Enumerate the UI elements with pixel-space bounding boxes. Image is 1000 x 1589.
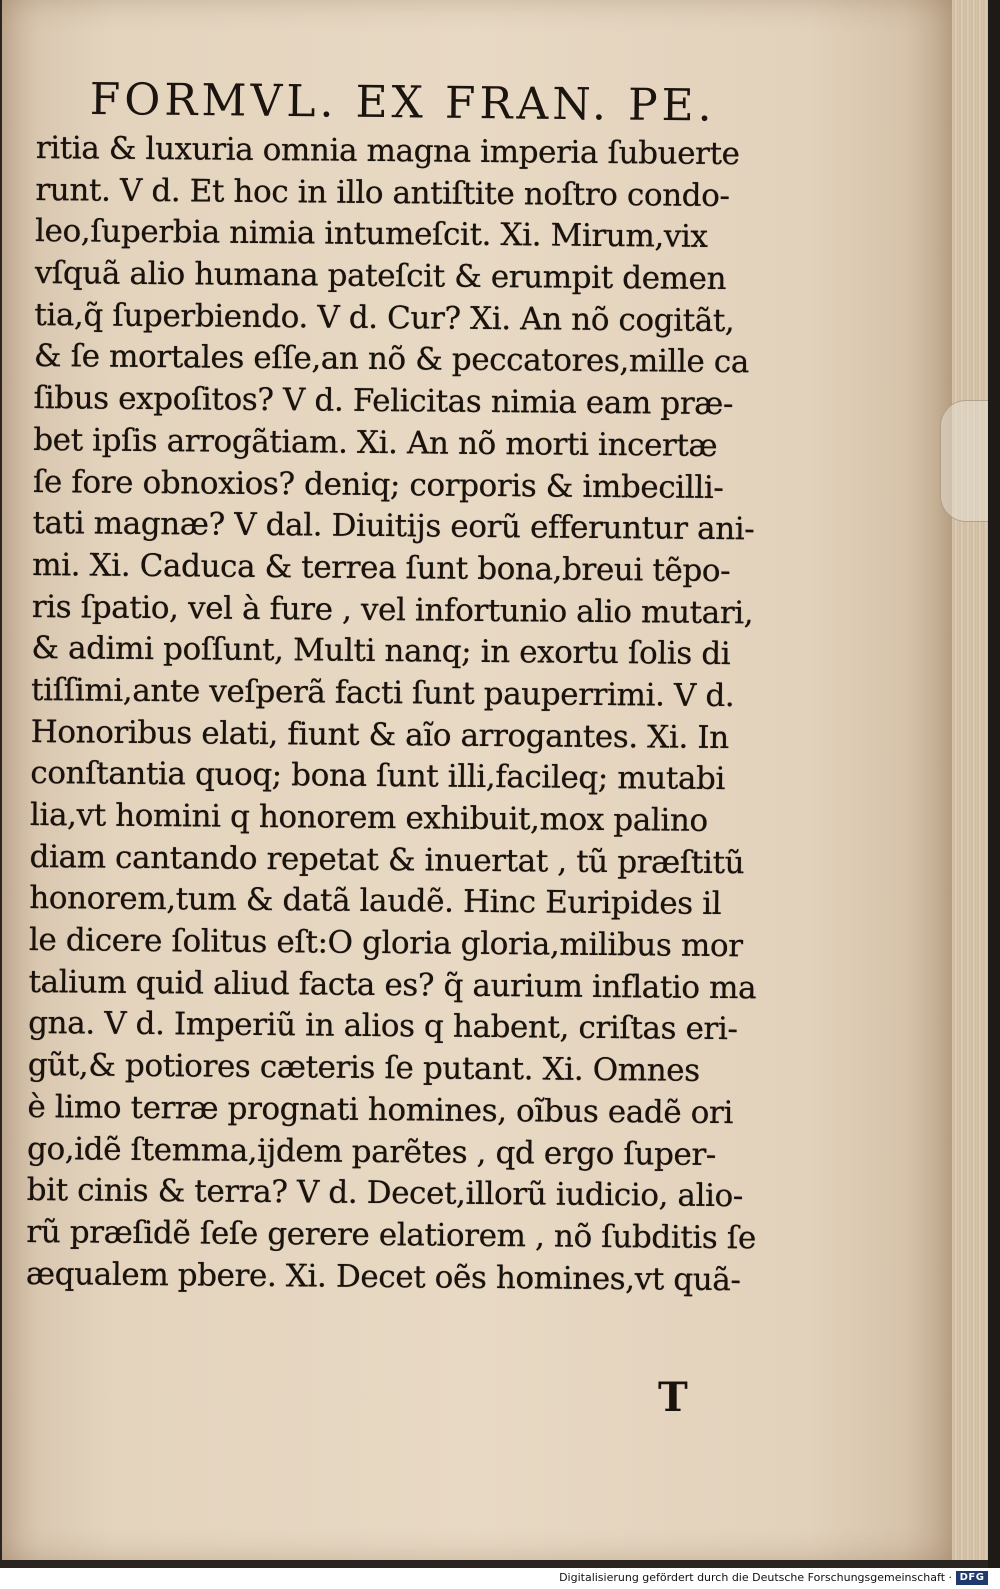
text-line: go,idẽ ſtemma,ijdem parẽtes , qd ergo ſuper- (26, 1130, 717, 1173)
text-line: rũ præſidẽ ſeſe gerere elatiorem , nõ ſubditis ſe (26, 1213, 757, 1257)
body-text (26, 128, 836, 1302)
book-spine (988, 0, 1000, 1568)
text-line: gũt,& potiores cæteris ſe putant. Xi. Omnes (27, 1047, 700, 1089)
footer-credit: Digitalisierung gefördert durch die Deutsche Forschungsgemeinschaft · (559, 1571, 952, 1584)
text-line: tati magnæ? V dal. Diuitijs eorũ efferuntur ani- (32, 505, 755, 548)
text-line: leo,ſuperbia nimia intumeſcit. Xi. Mirum,vix (34, 213, 708, 256)
text-line: honorem,tum & datã laudẽ. Hinc Euripides il (29, 880, 722, 923)
text-line: ritia & luxuria omnia magna imperia ſubuerte (35, 129, 740, 173)
page-tab (940, 400, 994, 522)
text-line: lia,vt homini q honorem exhibuit,mox palino (29, 796, 708, 839)
text-line: ſe fore obnoxios? deniq; corporis & imbecilli- (32, 463, 724, 506)
text-line: conſtantia quoq; bona ſunt illi,facileq; mutabi (30, 755, 726, 798)
text-line: vſquã alio humana pateſcit & erumpit demen (34, 255, 727, 298)
footer-bar (0, 1568, 1000, 1589)
text-line: gna. V d. Imperiũ in alios q habent, criſtas eri- (28, 1005, 738, 1048)
text-line: diam cantando repetat & inuertat , tũ præſtitũ (29, 838, 745, 881)
text-line: ris ſpatio, vel à fure , vel infortunio alio mutari, (31, 588, 754, 631)
page-edges (952, 0, 988, 1560)
book-page (2, 0, 952, 1560)
text-line: bet ipſis arrogãtiam. Xi. An nõ morti incertæ (33, 421, 718, 464)
text-line: Honoribus elati, fiunt & aĩo arrogantes. Xi. In (30, 713, 729, 756)
text-line: mi. Xi. Caduca & terrea ſunt bona,breui tẽpo- (32, 546, 731, 589)
text-line: tiſſimi,ante veſperã facti ſunt pauperrimi. V d. (30, 671, 735, 715)
catchword: T (658, 1374, 688, 1421)
text-line: bit cinis & terra? V d. Decet,illorũ iudicio, alio- (26, 1172, 744, 1215)
dfg-logo-icon: DFG (956, 1571, 988, 1585)
text-line: runt. V d. Et hoc in illo antiſtite noſtro condo- (35, 171, 730, 214)
text-line: talium quid aliud facta es? q̃ aurium inflatio ma (28, 963, 757, 1007)
text-line: le dicere ſolitus eſt:O gloria gloria,milibus mor (28, 922, 743, 965)
text-line: & ſe mortales eſſe,an nõ & peccatores,mille ca (33, 338, 750, 381)
text-line: ſibus expoſitos? V d. Felicitas nimia eam præ- (33, 380, 734, 423)
running-head: FORMVL. EX FRAN. PE. (89, 74, 716, 132)
text-line: è limo terræ prognati homines, oĩbus eadẽ ori (27, 1088, 734, 1131)
text-line: æqualem pbere. Xi. Decet oẽs homines,vt quã- (25, 1255, 741, 1298)
text-line: & adimi poſſunt, Multi nanq; in exortu ſolis di (31, 630, 731, 673)
text-line: tia,q̃ ſuperbiendo. V d. Cur? Xi. An nõ cogitãt, (34, 296, 735, 339)
